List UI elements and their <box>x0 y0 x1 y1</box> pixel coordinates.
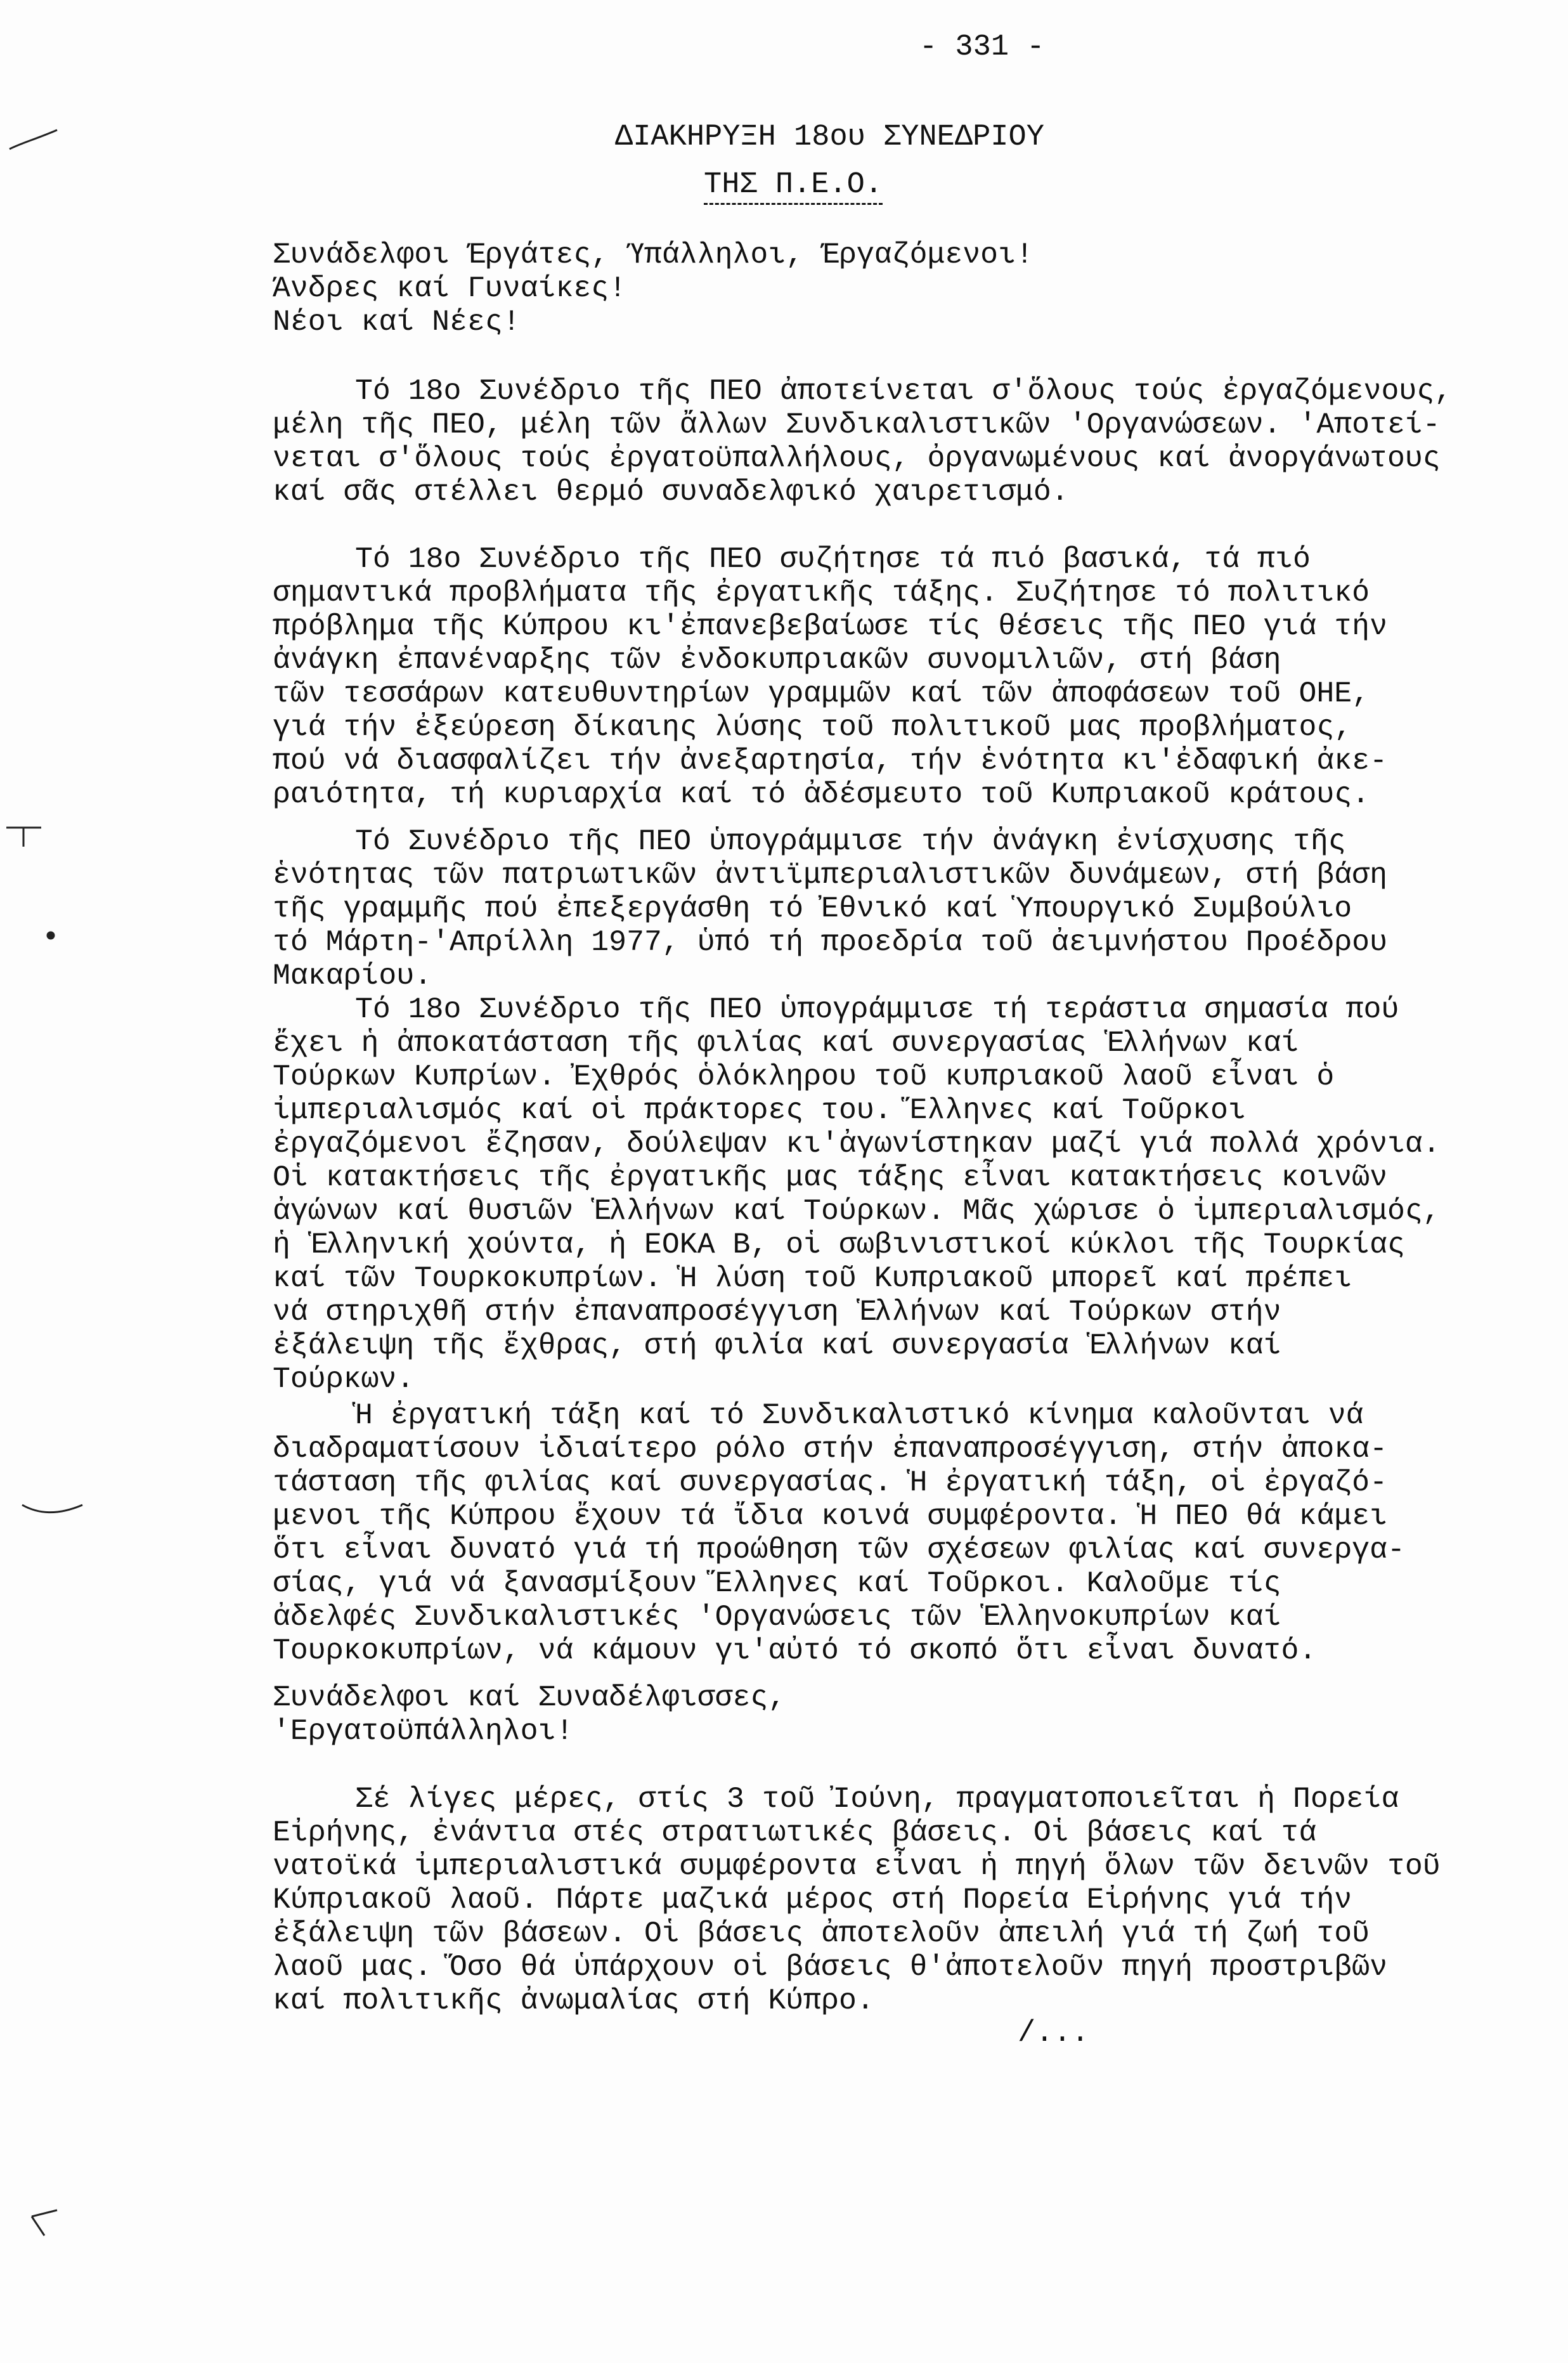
paragraph-line: τό Μάρτη-'Απρίλλη 1977, ὑπό τή προεδρία τοῦ ἀειμνήστου Προέδρου <box>273 925 1387 959</box>
paragraph-line: πού νά διασφαλίζει τήν ἀνεξαρτησία, τήν ἑνότητα κι'ἐδαφική ἀκε- <box>273 744 1387 778</box>
margin-mark-top <box>6 124 63 155</box>
paragraph-line: Τούρκων Κυπρίων. Ἐχθρός ὁλόκληρου τοῦ κυπριακοῦ λαοῦ εἶναι ὁ <box>273 1060 1335 1093</box>
paragraph-line: ὅτι εἶναι δυνατό γιά τή προώθηση τῶν σχέσεων φιλίας καί συνεργα- <box>273 1533 1405 1566</box>
salutation-line: Άνδρες καί Γυναίκες! <box>273 271 627 305</box>
paragraph-line: Τό 18ο Συνέδριο τῆς ΠΕΟ ὑπογράμμισε τή τεράστια σημασία πού <box>355 993 1399 1026</box>
paragraph-line: καί πολιτικῆς ἀνωμαλίας στή Κύπρο. <box>273 1984 874 2017</box>
paragraph-line: νατοϊκά ἰμπεριαλιστικά συμφέροντα εἶναι ἡ πηγή ὅλων τῶν δεινῶν τοῦ <box>273 1849 1441 1883</box>
paragraph-6 <box>273 1782 1484 2017</box>
paragraph-line: καί σᾶς στέλλει θερμό συναδελφικό χαιρετισμό. <box>273 475 1069 509</box>
paragraph-line: ἐξάλειψη τῶν βάσεων. Οἱ βάσεις ἀποτελοῦν ἀπειλή γιά τή ζωή τοῦ <box>273 1917 1370 1950</box>
paragraph-line: Ἡ ἐργατική τάξη καί τό Συνδικαλιστικό κίνημα καλοῦνται νά <box>355 1398 1364 1432</box>
paragraph-line: Οἱ κατακτήσεις τῆς ἐργατικῆς μας τάξης εἶναι κατακτήσεις κοινῶν <box>273 1161 1387 1194</box>
salutation-line: Συνάδελφοι Έργάτες, Ύπάλληλοι, Έργαζόμενοι! <box>273 238 1033 271</box>
paragraph-line: πρόβλημα τῆς Κύπρου κι'ἐπανεβεβαίωσε τίς θέσεις τῆς ΠΕΟ γιά τήν <box>273 609 1387 643</box>
paragraph-line: λαοῦ μας. Ὅσο θά ὑπάρχουν οἱ βάσεις θ'ἀποτελοῦν πηγή προστριβῶν <box>273 1950 1387 1984</box>
document-subtitle <box>704 168 883 202</box>
paragraph-line: ἀγώνων καί θυσιῶν Ἑλλήνων καί Τούρκων. Μᾶς χώρισε ὁ ἰμπεριαλισμός, <box>273 1194 1441 1228</box>
margin-mark-bottom <box>25 2204 63 2242</box>
paragraph-line: τῶν τεσσάρων κατευθυντηρίων γραμμῶν καί τῶν ἀποφάσεων τοῦ ΟΗΕ, <box>273 677 1370 710</box>
paragraph-line: ἀνάγκη ἐπανέναρξης τῶν ἐνδοκυπριακῶν συνομιλιῶν, στή βάση <box>273 643 1281 677</box>
paragraph-1 <box>273 374 1484 509</box>
paragraph-line: Τό Συνέδριο τῆς ΠΕΟ ὑπογράμμισε τήν ἀνάγκη ἐνίσχυσης τῆς <box>355 824 1346 858</box>
margin-mark-lower <box>19 1500 89 1525</box>
paragraph-4 <box>273 993 1484 1396</box>
paragraph-2 <box>273 542 1484 811</box>
paragraph-line: νά στηριχθῆ στήν ἐπαναπροσέγγιση Ἑλλήνων καί Τούρκων στήν <box>273 1295 1281 1329</box>
paragraph-5 <box>273 1398 1484 1667</box>
paragraph-line: Τό 18ο Συνέδριο τῆς ΠΕΟ ἀποτείνεται σ'ὅλους τούς ἐργαζόμενους, <box>355 374 1453 408</box>
paragraph-line: ραιότητα, τή κυριαρχία καί τό ἀδέσμευτο τοῦ Κυπριακοῦ κράτους. <box>273 778 1370 811</box>
paragraph-line: ἡ Ἑλληνική χούντα, ἡ ΕΟΚΑ Β, οἱ σωβινιστικοί κύκλοι τῆς Τουρκίας <box>273 1228 1405 1261</box>
paragraph-line: ἐργαζόμενοι ἔζησαν, δούλεψαν κι'ἀγωνίστηκαν μαζί γιά πολλά χρόνια. <box>273 1127 1441 1161</box>
paragraph-3 <box>273 824 1484 993</box>
margin-dot <box>44 929 57 942</box>
salutation-line: Συνάδελφοι καί Συναδέλφισσες, <box>273 1681 786 1714</box>
paragraph-line: γιά τήν ἐξεύρεση δίκαιης λύσης τοῦ πολιτικοῦ μας προβλήματος, <box>273 710 1352 744</box>
paragraph-line: Μακαρίου. <box>273 959 432 993</box>
paragraph-line: Τό 18ο Συνέδριο τῆς ΠΕΟ συζήτησε τά πιό βασικά, τά πιό <box>355 542 1311 576</box>
paragraph-line: νεται σ'ὅλους τούς ἐργατοϋπαλλήλους, ὀργανωμένους καί ἀνοργάνωτους <box>273 441 1441 475</box>
paragraph-line: ἀδελφές Συνδικαλιστικές 'Οργανώσεις τῶν Ἑλληνοκυπρίων καί <box>273 1600 1281 1634</box>
document-title: ΔΙΑΚΗΡΥΞΗ 18ου ΣΥΝΕΔΡΙΟΥ <box>615 120 1044 154</box>
paragraph-line: ἰμπεριαλισμός καί οἱ πράκτορες του. Ἕλληνες καί Τοῦρκοι <box>273 1093 1246 1127</box>
opening-salutation <box>273 238 1484 339</box>
paragraph-line: σημαντικά προβλήματα τῆς ἐργατικῆς τάξης. Συζήτησε τό πολιτικό <box>273 576 1370 609</box>
paragraph-line: σίας, γιά νά ξανασμίξουν Ἕλληνες καί Τοῦρκοι. Καλοῦμε τίς <box>273 1566 1281 1600</box>
paragraph-line: Κύπριακοῦ λαοῦ. Πάρτε μαζικά μέρος στή Πορεία Εἰρήνης γιά τήν <box>273 1883 1352 1917</box>
paragraph-line: ἑνότητας τῶν πατριωτικῶν ἀντιϊμπεριαλιστικῶν δυνάμεων, στή βάση <box>273 858 1387 892</box>
paragraph-line: ἔχει ἡ ἀποκατάσταση τῆς φιλίας καί συνεργασίας Ἑλλήνων καί <box>273 1026 1299 1060</box>
paragraph-line: διαδραματίσουν ἰδιαίτερο ρόλο στήν ἐπαναπροσέγγιση, στήν ἀποκα- <box>273 1432 1387 1466</box>
paragraph-line: καί τῶν Τουρκοκυπρίων. Ἡ λύση τοῦ Κυπριακοῦ μπορεῖ καί πρέπει <box>273 1261 1352 1295</box>
page-number: - 331 - <box>919 30 1045 64</box>
document-subtitle-text: ΤΗΣ Π.Ε.Ο. <box>704 168 883 205</box>
continued-marker: /... <box>1018 2017 1089 2050</box>
paragraph-line: μέλη τῆς ΠΕΟ, μέλη τῶν ἄλλων Συνδικαλιστικῶν 'Οργανώσεων. 'Αποτεί- <box>273 408 1441 441</box>
paragraph-line: ἐξάλειψη τῆς ἔχθρας, στή φιλία καί συνεργασία Ἑλλήνων καί <box>273 1329 1281 1362</box>
salutation-line: Νέοι καί Νέες! <box>273 305 521 339</box>
paragraph-line: Τούρκων. <box>273 1362 415 1396</box>
paragraph-line: Τουρκοκυπρίων, νά κάμουν γι'αὐτό τό σκοπό ὅτι εἶναι δυνατό. <box>273 1634 1317 1667</box>
salutation-line: 'Εργατοϋπάλληλοι! <box>273 1714 574 1748</box>
margin-mark-middle <box>3 815 48 853</box>
paragraph-line: τῆς γραμμῆς πού ἐπεξεργάσθη τό Ἐθνικό καί Ὑπουργικό Συμβούλιο <box>273 892 1352 925</box>
paragraph-line: Σέ λίγες μέρες, στίς 3 τοῦ Ἰούνη, πραγματοποιεῖται ἡ Πορεία <box>355 1782 1399 1816</box>
paragraph-line: Εἰρήνης, ἐνάντια στές στρατιωτικές βάσεις. Οἱ βάσεις καί τά <box>273 1816 1317 1849</box>
second-salutation <box>273 1681 1484 1748</box>
paragraph-line: τάσταση τῆς φιλίας καί συνεργασίας. Ἡ ἐργατική τάξη, οἱ ἐργαζό- <box>273 1466 1387 1499</box>
paragraph-line: μενοι τῆς Κύπρου ἔχουν τά ἴδια κοινά συμφέροντα. Ἡ ΠΕΟ θά κάμει <box>273 1499 1387 1533</box>
